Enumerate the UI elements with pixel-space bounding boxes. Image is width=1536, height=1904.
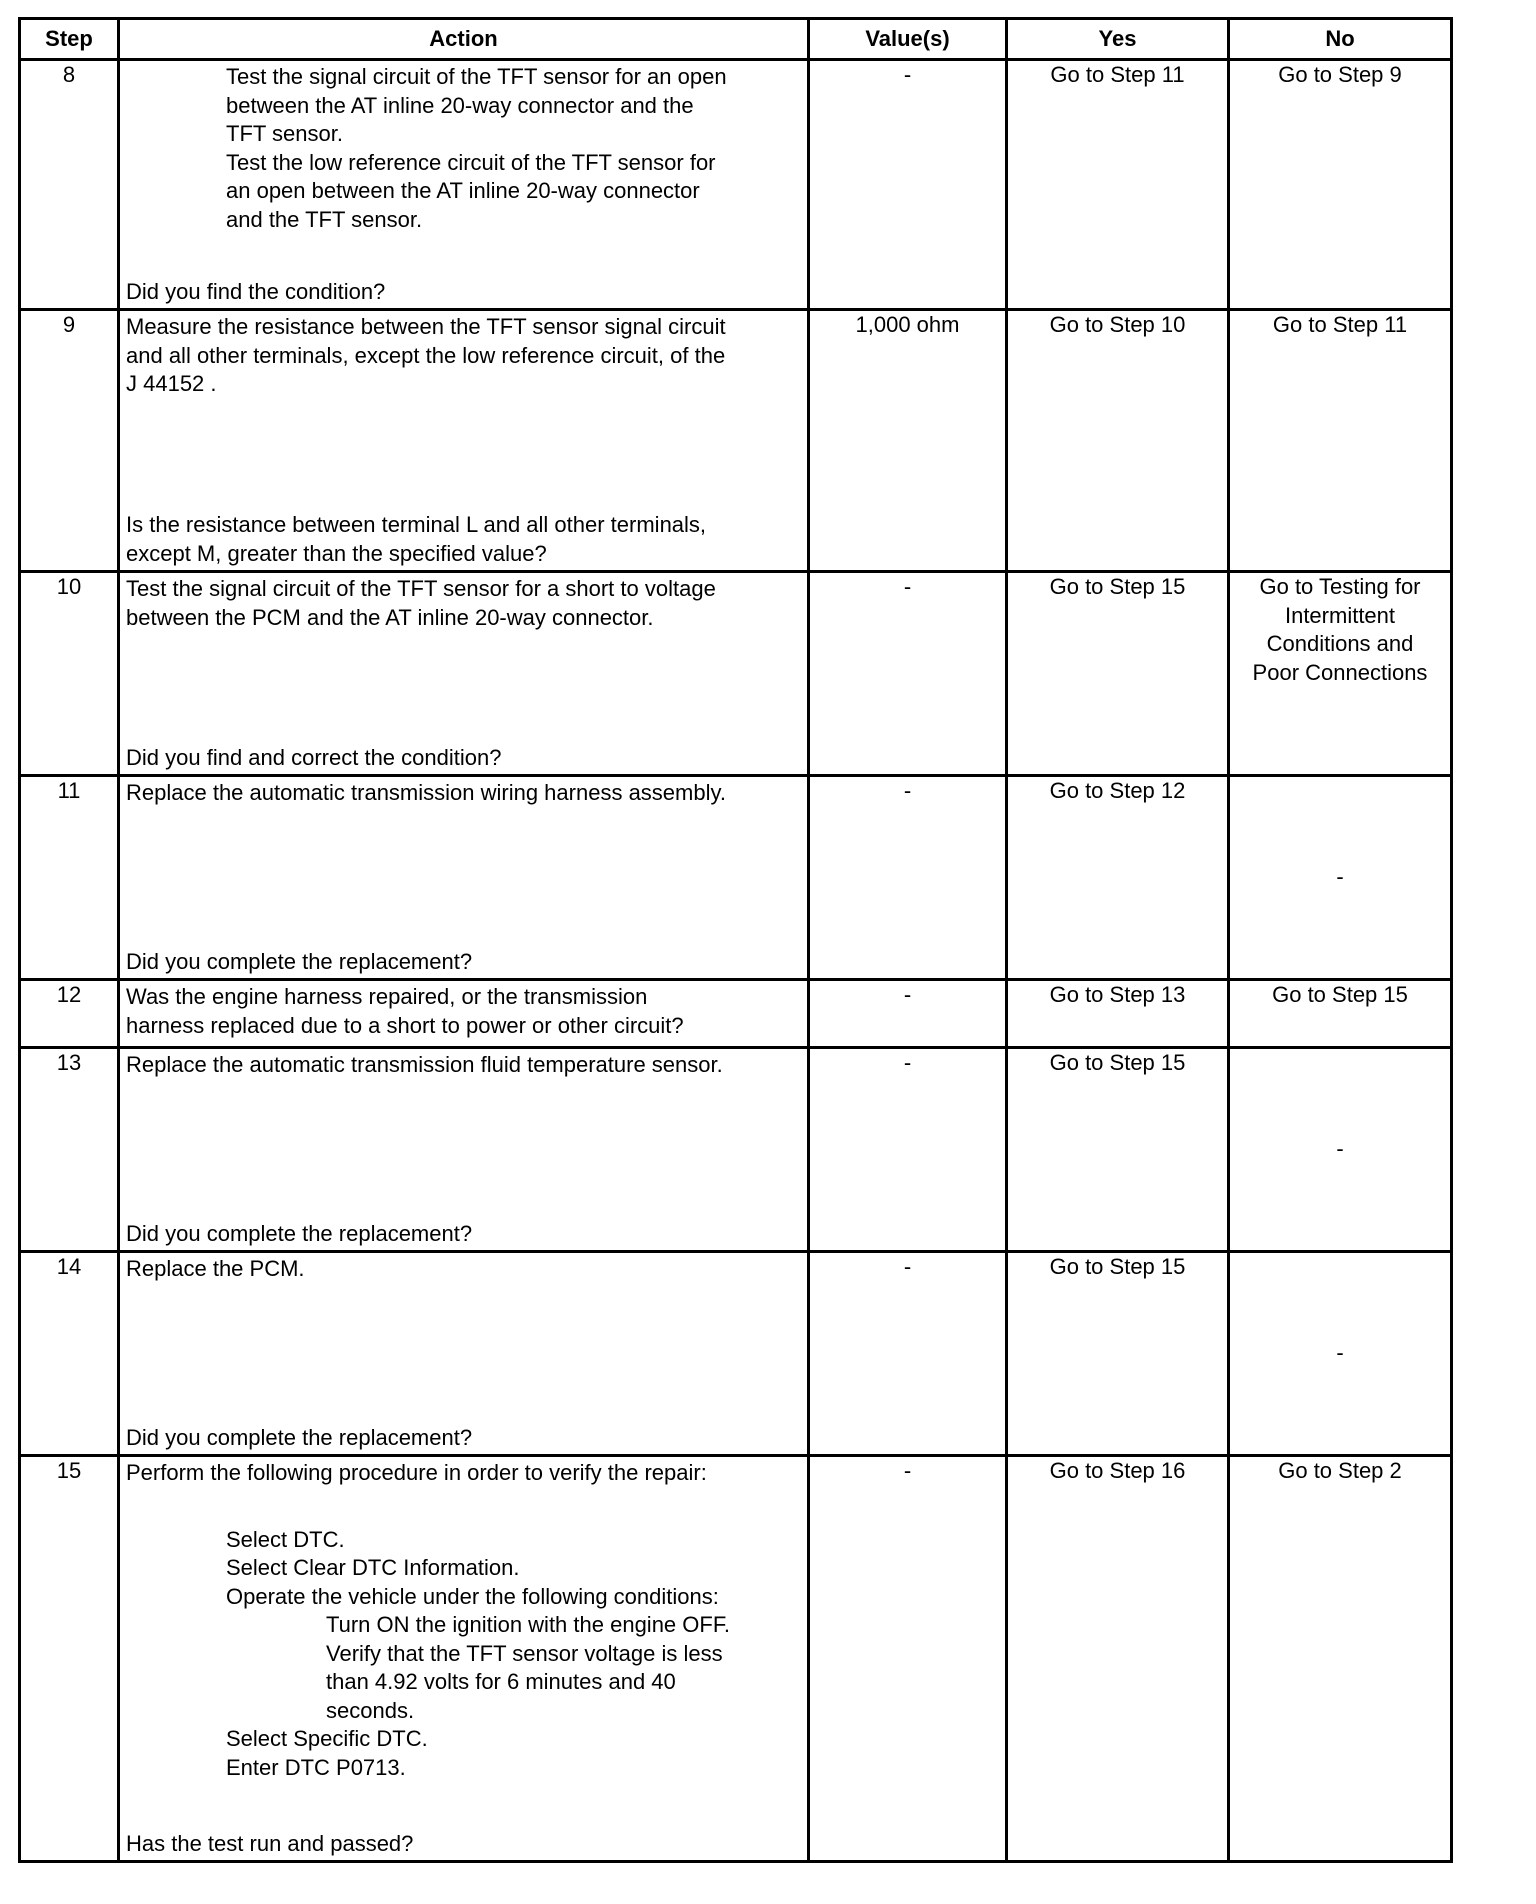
- step-number: 9: [20, 310, 119, 572]
- action-line: Test the signal circuit of the TFT sensor for an open: [226, 64, 727, 89]
- header-yes: Yes: [1007, 19, 1229, 60]
- table-row: [20, 776, 1452, 980]
- yes-cell: [1007, 1252, 1229, 1456]
- header-no: No: [1229, 19, 1452, 60]
- value-cell: -: [809, 1456, 1007, 1862]
- value-cell: -: [809, 980, 1007, 1048]
- table-row: [20, 1048, 1452, 1252]
- step-number: 10: [20, 572, 119, 776]
- procedure-step: Select Specific DTC.: [226, 1726, 428, 1751]
- yes-cell: [1007, 60, 1229, 310]
- table-row: [20, 572, 1452, 776]
- no-link: Go to Step 9: [1278, 62, 1402, 87]
- step-number: 14: [20, 1252, 119, 1456]
- action-line: Measure the resistance between the TFT sensor signal circuit: [126, 314, 726, 339]
- step-number: 11: [20, 776, 119, 980]
- yes-cell: [1007, 776, 1229, 980]
- question-text: Did you complete the replacement?: [126, 948, 473, 974]
- yes-link: Go to Step 15: [1049, 574, 1186, 599]
- procedure-substep: Verify that the TFT sensor voltage is less: [326, 1640, 723, 1666]
- action-cell: [119, 1252, 809, 1456]
- procedure-sublist: [126, 1611, 801, 1725]
- procedure-list: [126, 1526, 801, 1612]
- value-cell: -: [809, 1048, 1007, 1252]
- action-cell: [119, 776, 809, 980]
- action-line: an open between the AT inline 20-way connector: [226, 178, 700, 203]
- no-link: Go to Step 11: [1272, 312, 1408, 337]
- question-text: Did you complete the replacement?: [126, 1424, 473, 1450]
- table-row: [20, 1456, 1452, 1862]
- step-number: 12: [20, 980, 119, 1048]
- yes-cell: [1007, 310, 1229, 572]
- yes-link: Go to Step 15: [1049, 1050, 1186, 1075]
- procedure-substep: Turn ON the ignition with the engine OFF.: [326, 1612, 730, 1637]
- value-cell: -: [809, 1252, 1007, 1456]
- action-cell: [119, 1456, 809, 1862]
- table-row: [20, 60, 1452, 310]
- no-link: Go to Step 15: [1272, 982, 1408, 1007]
- header-step: Step: [20, 19, 119, 60]
- action-line: and the TFT sensor.: [226, 206, 423, 232]
- yes-link: Go to Step 16: [1049, 1458, 1186, 1483]
- no-link-line: Conditions and: [1266, 631, 1414, 656]
- action-line: and all other terminals, except the low reference circuit, of the: [126, 342, 726, 368]
- action-cell: [119, 60, 809, 310]
- action-line: Replace the PCM.: [126, 1256, 305, 1281]
- no-link-line: Intermittent: [1284, 602, 1396, 628]
- question-text: Did you find the condition?: [126, 278, 386, 304]
- no-cell: -: [1229, 776, 1452, 980]
- header-values: Value(s): [809, 19, 1007, 60]
- yes-cell: [1007, 1456, 1229, 1862]
- yes-cell: [1007, 1048, 1229, 1252]
- no-cell: [1229, 980, 1452, 1048]
- yes-link: Go to Step 13: [1049, 982, 1186, 1007]
- table-row: [20, 980, 1452, 1048]
- action-intro: Perform the following procedure in order to verify the repair:: [126, 1460, 707, 1485]
- yes-link: Go to Step 11: [1050, 62, 1185, 87]
- yes-cell: [1007, 980, 1229, 1048]
- no-link-line: Poor Connections: [1252, 659, 1428, 685]
- no-cell: [1229, 572, 1452, 776]
- table-row: [20, 1252, 1452, 1456]
- table-row: [20, 310, 1452, 572]
- question-text: Has the test run and passed?: [126, 1830, 414, 1856]
- value-cell: -: [809, 572, 1007, 776]
- action-line: Test the signal circuit of the TFT sensor for a short to voltage: [126, 576, 716, 601]
- action-line: between the AT inline 20-way connector and the: [226, 92, 694, 118]
- action-line: between the PCM and the AT inline 20-way connector.: [126, 604, 654, 630]
- action-line: TFT sensor.: [226, 121, 343, 146]
- action-line: Replace the automatic transmission wiring harness assembly.: [126, 780, 726, 805]
- header-row: [20, 19, 1452, 60]
- no-cell: [1229, 1456, 1452, 1862]
- value-cell: -: [809, 60, 1007, 310]
- action-cell: [119, 572, 809, 776]
- action-cell: [119, 1048, 809, 1252]
- procedure-list: [126, 1725, 801, 1782]
- step-number: 13: [20, 1048, 119, 1252]
- header-action: Action: [119, 19, 809, 60]
- question-text: Is the resistance between terminal L and all other terminals,: [126, 512, 707, 537]
- yes-link: Go to Step 12: [1049, 778, 1186, 803]
- spacer: [126, 1488, 801, 1526]
- value-cell: 1,000 ohm: [809, 310, 1007, 572]
- action-line: Replace the automatic transmission fluid temperature sensor.: [126, 1052, 723, 1077]
- procedure-step: Select Clear DTC Information.: [226, 1555, 520, 1580]
- action-cell: [119, 310, 809, 572]
- diagnostic-table: [18, 17, 1453, 1863]
- no-link: [1230, 573, 1450, 689]
- question-text: except M, greater than the specified value?: [126, 540, 547, 566]
- no-cell: -: [1229, 1048, 1452, 1252]
- procedure-step: Select DTC.: [226, 1526, 345, 1552]
- action-line: Test the low reference circuit of the TFT sensor for: [226, 149, 716, 175]
- procedure-substep: seconds.: [326, 1697, 415, 1723]
- action-cell: [119, 980, 809, 1048]
- action-line: Was the engine harness repaired, or the transmission: [126, 984, 648, 1009]
- no-cell: [1229, 310, 1452, 572]
- no-cell: [1229, 60, 1452, 310]
- action-line: harness replaced due to a short to power or other circuit?: [126, 1012, 684, 1038]
- no-link: Go to Step 2: [1278, 1458, 1402, 1483]
- question-text: Did you complete the replacement?: [126, 1220, 473, 1246]
- value-cell: -: [809, 776, 1007, 980]
- yes-cell: [1007, 572, 1229, 776]
- procedure-substep: than 4.92 volts for 6 minutes and 40: [326, 1669, 676, 1694]
- no-link-line: Go to Testing for: [1259, 574, 1421, 599]
- step-number: 8: [20, 60, 119, 310]
- yes-link: Go to Step 10: [1049, 312, 1186, 337]
- yes-link: Go to Step 15: [1049, 1254, 1186, 1279]
- step-number: 15: [20, 1456, 119, 1862]
- procedure-step: Operate the vehicle under the following conditions:: [226, 1583, 719, 1609]
- question-text: Did you find and correct the condition?: [126, 744, 502, 770]
- action-line: J 44152 .: [126, 371, 217, 396]
- procedure-step: Enter DTC P0713.: [226, 1754, 406, 1780]
- no-cell: -: [1229, 1252, 1452, 1456]
